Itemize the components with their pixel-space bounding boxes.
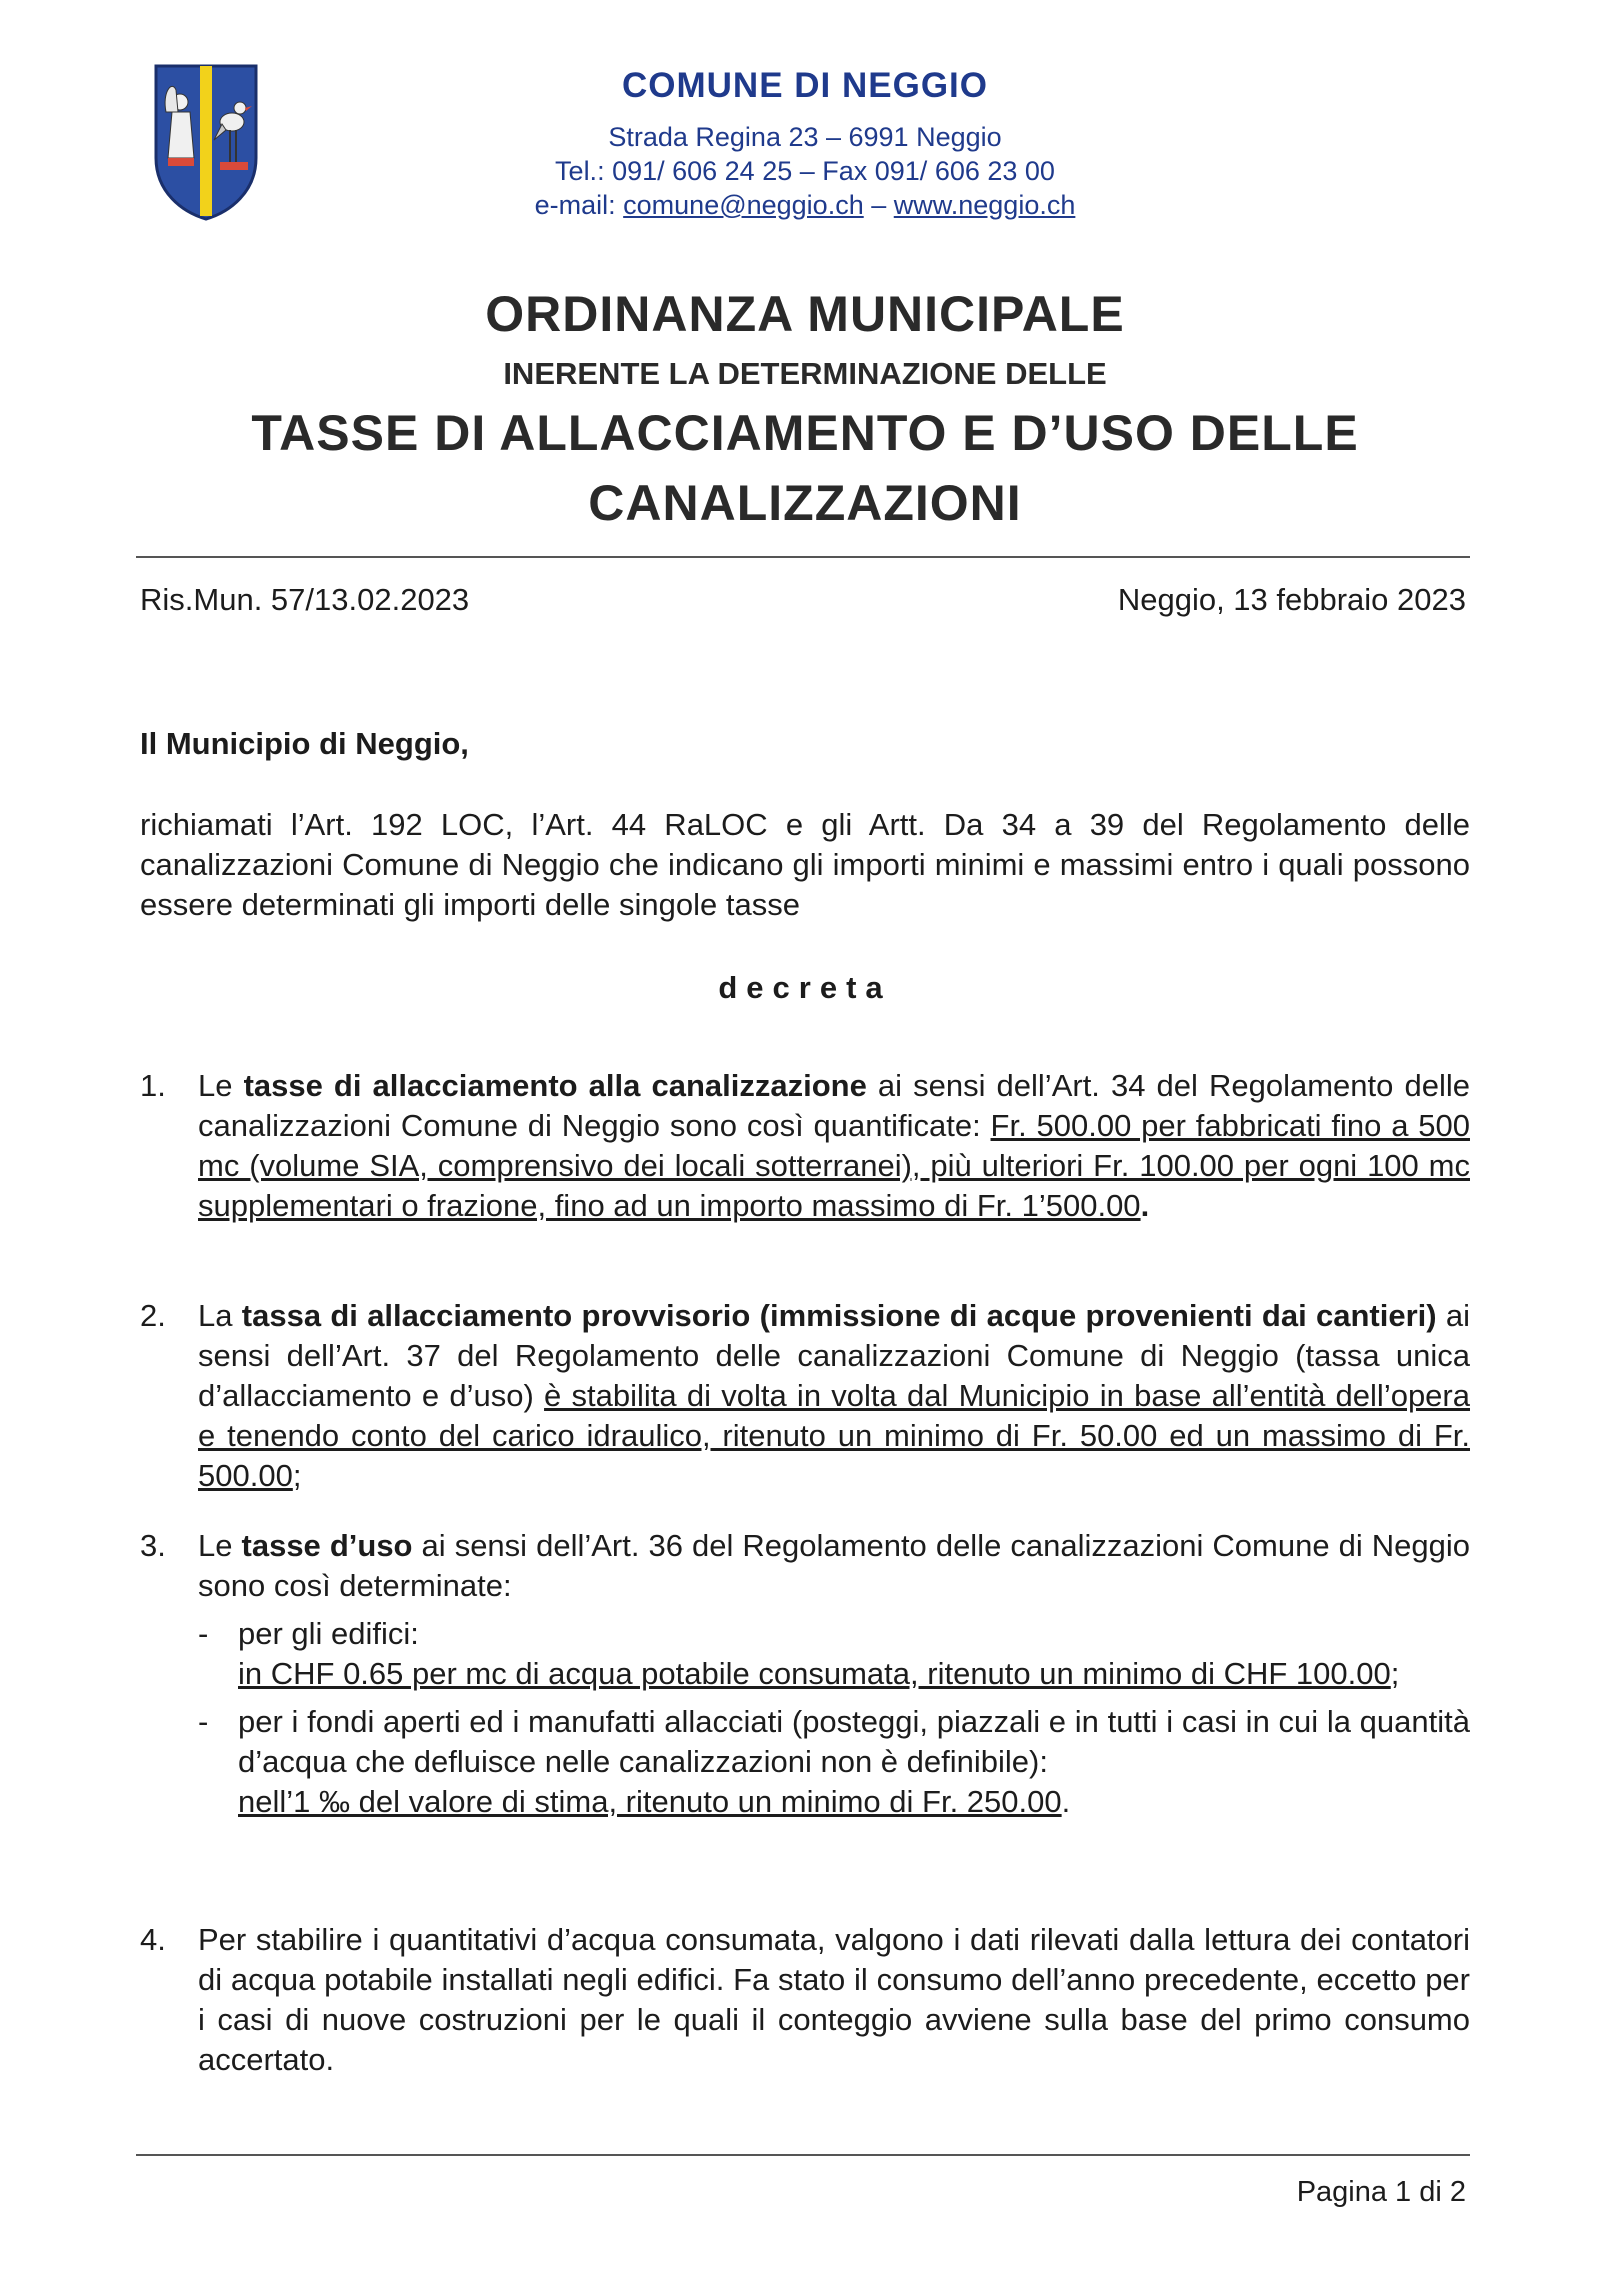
sub-item-underlined: in CHF 0.65 per mc di acqua potabile consumata, ritenuto un minimo di CHF 100.00 (238, 1656, 1391, 1691)
list-item (140, 1296, 1470, 1496)
document-title: ORDINANZA MUNICIPALE (485, 286, 1125, 342)
item-pre: La (198, 1298, 242, 1333)
item-text (198, 1526, 1470, 1822)
coat-of-arms-logo (152, 62, 260, 222)
resolution-reference: Ris.Mun. 57/13.02.2023 (140, 582, 470, 617)
greeting: Il Municipio di Neggio, (140, 726, 469, 761)
item-text (198, 1066, 1470, 1226)
list-item (140, 1066, 1470, 1226)
item-bold: tasse di allacciamento alla canalizzazione (243, 1068, 867, 1103)
item-text (198, 1296, 1470, 1496)
document-subtitle: INERENTE LA DETERMINAZIONE DELLE (503, 356, 1107, 391)
municipality-phone: Tel.: 091/ 606 24 25 – Fax 091/ 606 23 00 (555, 156, 1055, 186)
document-title-line3: TASSE DI ALLACCIAMENTO E D’USO DELLE (251, 405, 1359, 461)
item-underlined: è stabilita di volta in volta dal Municipio in base all’entità dell’opera e tenendo conto del carico idraulico, ritenuto un minimo di Fr. 50.00 ed un massimo di Fr. 500.00 (198, 1378, 1470, 1493)
item-number: 3. (140, 1528, 166, 1563)
item-end: . (1140, 1188, 1150, 1223)
sub-item-underlined: nell’1 ‰ del valore di stima, ritenuto un minimo di Fr. 250.00 (238, 1784, 1062, 1819)
sub-item-body (238, 1702, 1470, 1822)
item-bold: tassa di allacciamento provvisorio (immissione di acque provenienti dai cantieri) (241, 1298, 1437, 1333)
item-pre: Le (198, 1528, 242, 1563)
intro-paragraph: richiamati l’Art. 192 LOC, l’Art. 44 RaLOC e gli Artt. Da 34 a 39 del Regolamento delle canalizzazioni Comune di Neggio che indicano gli importi minimi e massimi entro i quali possono essere determinati gli importi delle singole tasse (140, 807, 1470, 922)
sub-item-buildings (198, 1614, 1470, 1694)
municipality-address: Strada Regina 23 – 6991 Neggio (608, 122, 1002, 152)
website-link[interactable]: www.neggio.ch (893, 190, 1076, 220)
sub-item-open-land (198, 1702, 1470, 1822)
document-title-line4: CANALIZZAZIONI (588, 475, 1022, 531)
place-date: Neggio, 13 febbraio 2023 (1117, 582, 1466, 617)
contact-separator: – (863, 190, 894, 220)
sub-item-body (238, 1614, 1470, 1694)
item-pre: Le (198, 1068, 244, 1103)
municipality-name: COMUNE DI NEGGIO (621, 66, 989, 105)
item-end: ; (292, 1458, 302, 1493)
item-number: 4. (140, 1922, 166, 1957)
sub-item-text: per i fondi aperti ed i manufatti allacciati (posteggi, piazzali e in tutti i casi in cui la quantità d’acqua che defluisce nelle canalizzazioni non è definibile): (238, 1704, 1470, 1779)
sub-item-end: ; (1390, 1656, 1400, 1691)
item-mid: ai sensi dell’Art. 36 del Regolamento delle canalizzazioni Comune di Neggio sono così determinate: (198, 1528, 1470, 1603)
decreta-heading: decreta (718, 970, 892, 1005)
item-mid: ai sensi dell’Art. 34 del Regolamento delle canalizzazioni Comune di Neggio sono così quantificate: (198, 1068, 1470, 1143)
list-item (140, 1920, 1470, 2080)
sub-item-end: . (1061, 1784, 1071, 1819)
email-label: e-mail: (534, 190, 624, 220)
sub-item-dash: - (198, 1704, 209, 1739)
list-item (140, 1526, 1470, 1822)
email-link[interactable]: comune@neggio.ch (623, 190, 864, 220)
item-number: 1. (140, 1068, 166, 1103)
divider-bottom (136, 2154, 1470, 2156)
sub-item-dash: - (198, 1616, 209, 1651)
item-underlined: Fr. 500.00 per fabbricati fino a 500 mc (volume SIA, comprensivo dei locali sotterranei), più ulteriori Fr. 100.00 per ogni 100 mc supplementari o frazione, fino ad un importo massimo di Fr. 1’500.00 (198, 1108, 1470, 1223)
page-number: Pagina 1 di 2 (1296, 2176, 1466, 2208)
item-text: Per stabilire i quantitativi d’acqua consumata, valgono i dati rilevati dalla lettura dei contatori di acqua potabile installati negli edifici. Fa stato il consumo dell’anno precedente, eccetto per i casi di nuove costruzioni per le quali il conteggio avviene sulla base del primo consumo accertato. (198, 1922, 1470, 2077)
municipality-contacts (400, 190, 1210, 221)
item-number: 2. (140, 1298, 166, 1333)
sub-item-text: per gli edifici: (238, 1616, 419, 1651)
item-mid: ai sensi dell’Art. 37 del Regolamento delle canalizzazioni Comune di Neggio (tassa unica d’allacciamento e d’uso) (198, 1298, 1470, 1413)
item-bold: tasse d’uso (241, 1528, 413, 1563)
divider-top (136, 556, 1470, 558)
